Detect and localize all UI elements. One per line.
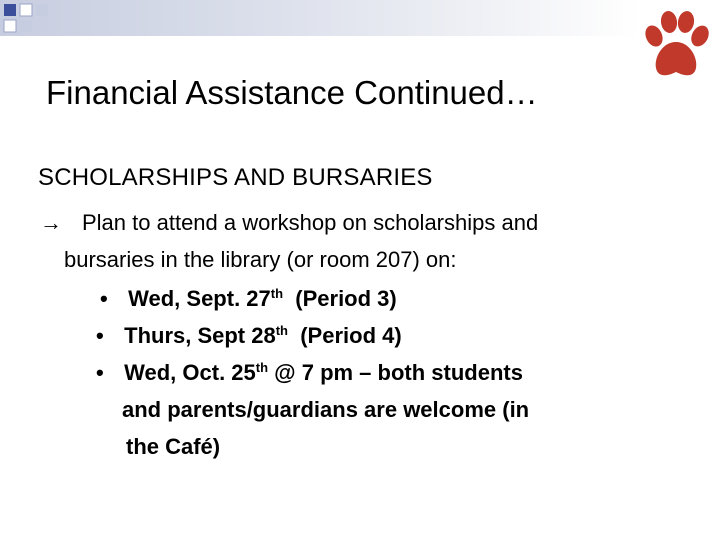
section-heading: SCHOLARSHIPS AND BURSARIES	[38, 164, 433, 191]
intro-paragraph	[40, 204, 680, 278]
paw-print-icon	[636, 6, 716, 86]
bullet-continuation: the Café)	[126, 434, 221, 459]
slide-title: Financial Assistance Continued…	[46, 74, 538, 111]
arrow-right-icon: →	[40, 210, 62, 235]
list-item	[100, 280, 397, 317]
bullet-text: Wed, Sept. 27	[128, 286, 271, 311]
bullet-marker: •	[96, 323, 104, 348]
blue-squares-icon	[0, 0, 60, 40]
bullet-marker: •	[96, 360, 104, 385]
bullet-detail: @ 7 pm – both students	[268, 360, 523, 385]
bullet-text: Wed, Oct. 25	[124, 360, 256, 385]
ordinal-suffix: th	[255, 360, 269, 375]
bullet-detail: (Period 3)	[283, 286, 397, 311]
bullet-continuation: and parents/guardians are welcome (in	[122, 397, 530, 422]
bullet-text: Thurs, Sept 28	[124, 323, 276, 348]
list-item	[96, 317, 402, 354]
bullet-detail: (Period 4)	[288, 323, 402, 348]
intro-line-2: bursaries in the library (or room 207) on:	[64, 247, 457, 272]
intro-line-1: Plan to attend a workshop on scholarships and	[82, 210, 539, 235]
ordinal-suffix: th	[270, 286, 284, 301]
list-item	[96, 354, 529, 465]
bullet-marker: •	[100, 286, 108, 311]
header-gradient-band	[0, 0, 640, 36]
ordinal-suffix: th	[275, 323, 288, 338]
